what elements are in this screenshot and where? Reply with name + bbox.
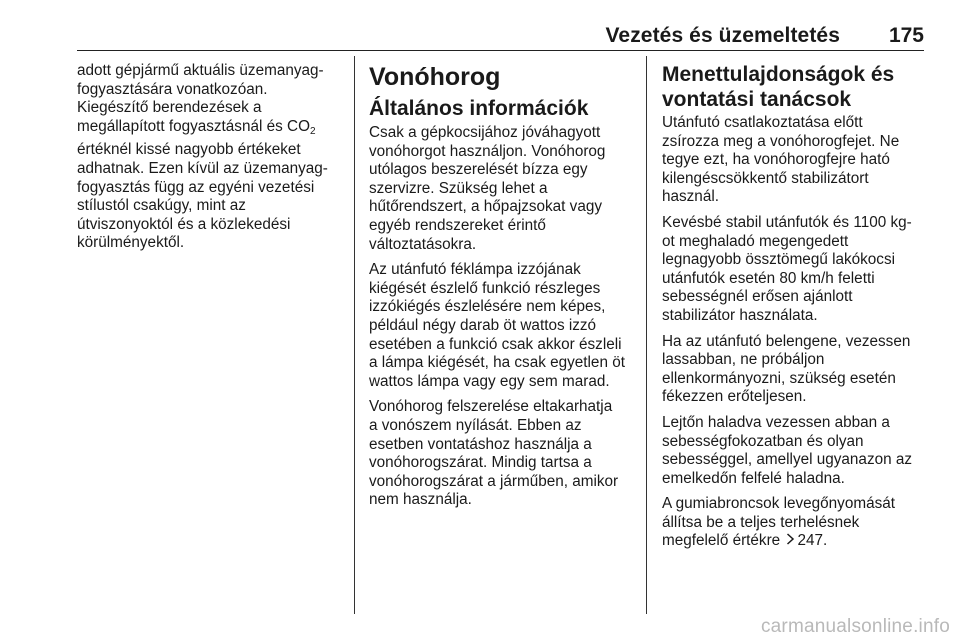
text-line: a lámpa kiégését, ha csak egyetlen öt bbox=[369, 354, 625, 372]
subsection-heading: Általános információk bbox=[369, 97, 589, 120]
text-line: Kevésbé stabil utánfutók és 1100 kg- bbox=[662, 213, 912, 231]
text-line: ot meghaladó megengedett bbox=[662, 232, 849, 250]
text-line: ellenkormányozni, szükség esetén bbox=[662, 369, 896, 387]
text-line: tegye ezt, ha vonóhorogfejre ható bbox=[662, 151, 890, 169]
paragraph bbox=[662, 495, 928, 551]
text-line: Ha az utánfutó belengene, vezessen bbox=[662, 332, 911, 350]
section-heading bbox=[662, 62, 928, 112]
text-line: zsírozza meg a vonóhorogfejet. Ne bbox=[662, 132, 900, 150]
text-line: esetben vontatáshoz használja a bbox=[369, 435, 592, 453]
text-line: fogyasztás függ az egyéni vezetési bbox=[77, 178, 315, 196]
paragraph bbox=[369, 398, 633, 510]
text-segment: megállapított fogyasztásnál és CO bbox=[77, 117, 310, 135]
section-heading: Vonóhorog bbox=[369, 63, 501, 91]
text-line: izzókiégés észlelésére nem képes, bbox=[369, 298, 606, 316]
co2-subscript: 2 bbox=[309, 125, 316, 137]
watermark: carmanualsonline.info bbox=[760, 616, 950, 637]
text-line: változtatásokra. bbox=[369, 235, 477, 253]
text-line: állítsa be a teljes terhelésnek bbox=[662, 513, 860, 531]
text-segment: megfelelő értékre bbox=[662, 532, 781, 550]
page-header bbox=[77, 22, 924, 51]
paragraph bbox=[662, 214, 928, 326]
text-line: Kiegészítő berendezések a bbox=[77, 99, 262, 117]
text-line: fékezzen erőteljesen. bbox=[662, 388, 807, 406]
paragraph bbox=[662, 414, 928, 488]
column-1 bbox=[77, 62, 347, 253]
text-line: legnagyobb össztömegű lakókocsi bbox=[662, 251, 895, 269]
text-line: adott gépjármű aktuális üzemanyag- bbox=[77, 62, 324, 79]
running-title: Vezetés és üzemeltetés bbox=[605, 24, 840, 47]
text-line: útviszonyoktól és a közlekedési bbox=[77, 215, 291, 233]
column-divider bbox=[354, 56, 355, 614]
text-line: nem használja. bbox=[369, 491, 472, 509]
text-line: vonóhorgot használjon. Vonóhorog bbox=[369, 142, 606, 160]
text-line: fogyasztására vonatkozóan. bbox=[77, 80, 268, 98]
heading-line: Menettulajdonságok és bbox=[662, 63, 895, 86]
text-line: például négy darab öt wattos izzó bbox=[369, 316, 597, 334]
text-line: sebességfokozatban és olyan bbox=[662, 432, 864, 450]
paragraph bbox=[369, 261, 633, 391]
text-line: Az utánfutó féklámpa izzójának bbox=[369, 261, 581, 279]
text-line-co2 bbox=[77, 118, 347, 142]
text-line: utólagos beszerelését bízza egy bbox=[369, 161, 588, 179]
text-line-with-reference bbox=[662, 532, 928, 551]
text-line: Lejtőn haladva vezessen abban a bbox=[662, 413, 890, 431]
paragraph bbox=[369, 124, 633, 254]
text-line: vonóhorogszárat. Mindig tartsa a bbox=[369, 454, 592, 472]
text-line: stabilizátor használata. bbox=[662, 306, 818, 324]
text-line: Utánfutó csatlakoztatása előtt bbox=[662, 114, 863, 131]
column-divider bbox=[646, 56, 647, 614]
text-line: a vonószem nyílását. Ebben az bbox=[369, 416, 582, 434]
text-line: sebességnél erősen ajánlott bbox=[662, 288, 853, 306]
text-line: sebességgel, amellyel ugyanazon az bbox=[662, 451, 913, 469]
text-line: vonóhorogszárat a járműben, amikor bbox=[369, 472, 619, 490]
text-line: körülményektől. bbox=[77, 234, 185, 252]
paragraph bbox=[662, 114, 928, 207]
text-line: wattos lámpa vagy egy sem marad. bbox=[369, 372, 610, 390]
text-line: utánfutók esetén 80 km/h feletti bbox=[662, 269, 875, 287]
text-line: szervizre. Szükség lehet a bbox=[369, 179, 548, 197]
column-3 bbox=[662, 62, 928, 558]
text-line: adhatnak. Ezen kívül az üzemanyag- bbox=[77, 159, 328, 177]
text-line: használ. bbox=[662, 188, 719, 206]
text-line: egyéb rendszereket érintő bbox=[369, 216, 546, 234]
text-line: stílustól csakúgy, mint az bbox=[77, 197, 246, 215]
text-line: hűtőrendszert, a hőpajzsokat vagy bbox=[369, 198, 602, 216]
heading-line: vontatási tanácsok bbox=[662, 88, 852, 111]
page-reference-arrow-icon bbox=[786, 532, 795, 551]
text-line: lassabban, ne próbáljon bbox=[662, 351, 825, 369]
paragraph bbox=[662, 333, 928, 407]
text-line: értéknél kissé nagyobb értékeket bbox=[77, 141, 301, 159]
page-reference-link[interactable]: 247. bbox=[797, 532, 828, 550]
column-2 bbox=[369, 62, 633, 517]
text-line: esetében a funkció csak akkor észleli bbox=[369, 335, 622, 353]
text-line: emelkedőn felfelé haladna. bbox=[662, 469, 845, 487]
text-line: Vonóhorog felszerelése eltakarhatja bbox=[369, 398, 613, 416]
text-line: kilengéscsökkentő stabilizátort bbox=[662, 169, 869, 187]
text-line: Csak a gépkocsijához jóváhagyott bbox=[369, 124, 601, 141]
page-number: 175 bbox=[888, 24, 924, 47]
text-line: A gumiabroncsok levegőnyomását bbox=[662, 495, 895, 513]
text-line: kiégését észlelő funkció részleges bbox=[369, 279, 601, 297]
